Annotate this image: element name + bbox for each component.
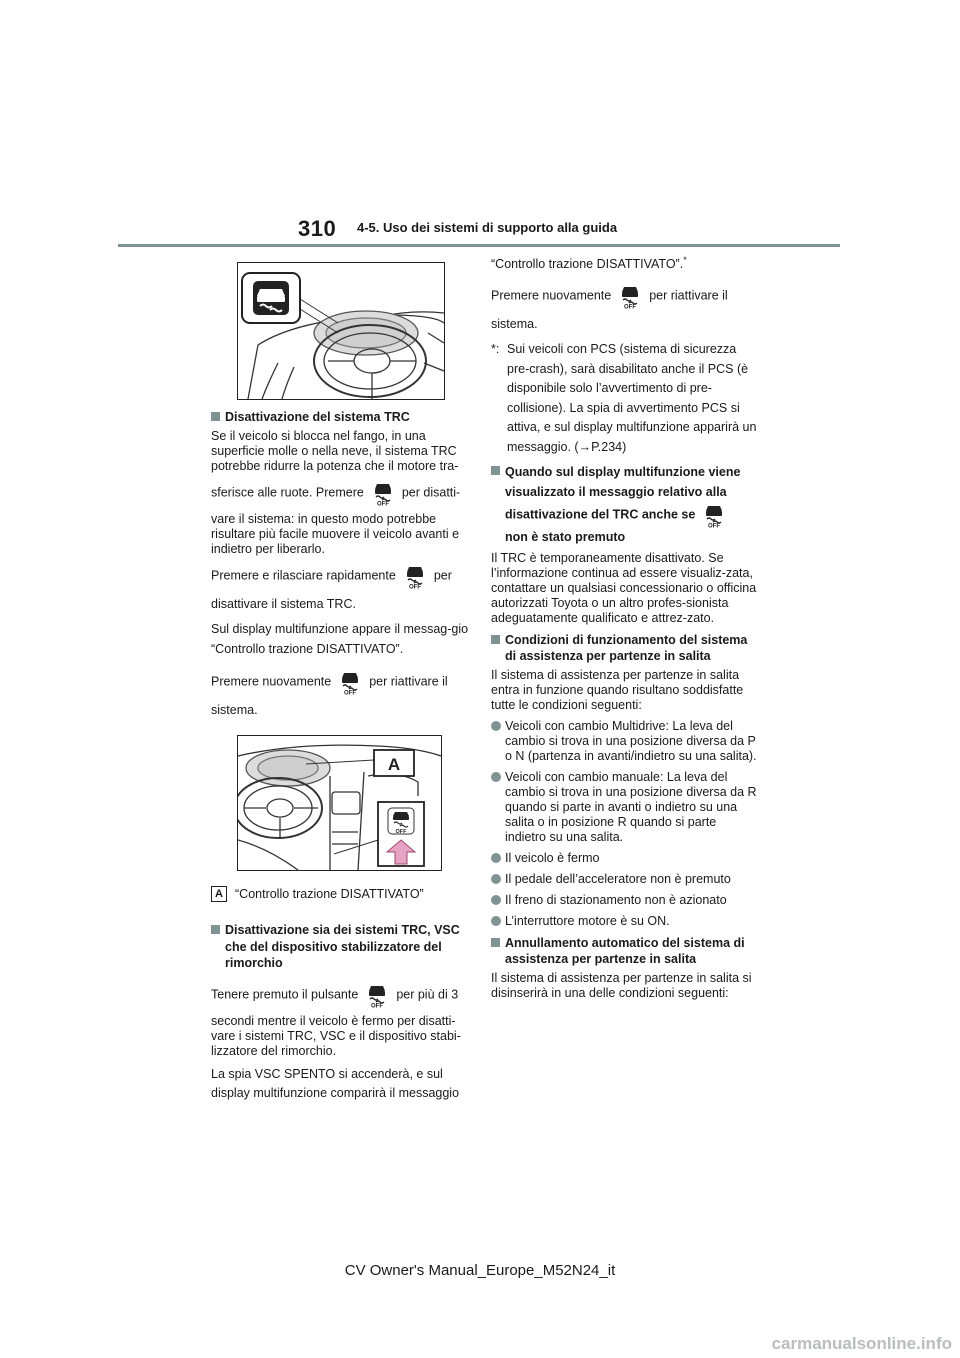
- text: Premere nuovamente: [211, 674, 332, 689]
- text: “Controllo trazione DISATTIVATO”.: [491, 257, 684, 271]
- heading-hill-start-cancel: [491, 935, 757, 968]
- bullet-dot: [491, 853, 501, 863]
- paragraph: Il sistema di assistenza per partenze in salita si disinserirà in una delle condizioni seguenti:: [491, 970, 752, 1000]
- text: per: [433, 567, 452, 582]
- paragraph: Il sistema di assistenza per partenze in salita entra in funzione quando risultano soddisfatte tutte le condizioni seguenti:: [491, 667, 744, 712]
- square-marker: [211, 925, 220, 934]
- list-item-text: Il veicolo è fermo: [505, 850, 600, 865]
- paragraph: Sul display multifunzione appare il messag-gio “Controllo trazione DISATTIVATO”.: [211, 622, 469, 656]
- heading-hill-start-conditions: [491, 632, 757, 665]
- right-column: [491, 255, 757, 1007]
- bullet-dot: [491, 721, 501, 731]
- square-marker: [211, 412, 220, 421]
- footnote-mark: *:: [491, 342, 500, 356]
- heading-text: Condizioni di funzionamento del sistema di assistenza per partenze in salita: [505, 632, 748, 663]
- paragraph: [491, 283, 757, 309]
- svg-text:OFF: OFF: [708, 523, 721, 528]
- heading-disable-trc-vsc: [211, 922, 473, 972]
- svg-text:OFF: OFF: [624, 304, 637, 309]
- svg-text:OFF: OFF: [371, 1003, 384, 1008]
- bullet-dot: [491, 772, 501, 782]
- heading-trc-message: [491, 463, 757, 548]
- footnote-text: Sui veicoli con PCS (sistema di sicurezza pre-crash), sarà disabilitato anche il PCS (è disponibile solo l’avvertimento di pre-collisione). La spia di avvertimento PCS si attiva, e sul display multifunzione apparirà un messaggio. (: [507, 342, 757, 454]
- list-item-text: L’interruttore motore è su ON.: [505, 913, 670, 928]
- page-reference: P.234): [591, 439, 627, 454]
- list-item: [491, 893, 757, 908]
- bullet-dot: [491, 895, 501, 905]
- paragraph: Se il veicolo si blocca nel fango, in una superficie molle o nella neve, il sistema TRC potrebbe ridurre la potenza che il motore tra-: [211, 428, 459, 473]
- footnote-marker: *: [683, 254, 687, 265]
- vsc-off-icon: [617, 283, 643, 309]
- list-item: [491, 914, 757, 929]
- heading-text: disattivazione del TRC anche se: [505, 507, 696, 522]
- callout-label: A: [387, 754, 401, 774]
- paragraph: La spia VSC SPENTO si accenderà, e sul display multifunzione comparirà il messaggio: [211, 1066, 460, 1100]
- dashboard-illustration: [238, 263, 444, 399]
- list-item-text: Veicoli con cambio manuale: La leva del cambio si trova in una posizione diversa da R quando si parte in avanti o indietro su una salita o in posizione R quando si parte indietro su una salita.: [505, 769, 757, 844]
- paragraph: [491, 255, 757, 275]
- footnote: [491, 340, 757, 457]
- left-column: [211, 262, 473, 1110]
- figure-caption: [211, 885, 473, 905]
- page-ref-arrow-icon: →: [578, 439, 592, 454]
- text: Premere nuovamente: [491, 287, 612, 302]
- paragraph: vare il sistema: in questo modo potrebbe risultare più facile muovere il veicolo avanti e indietro per liberarlo.: [211, 511, 460, 556]
- heading-text: Disattivazione del sistema TRC: [225, 410, 410, 424]
- footer-manual-id: CV Owner's Manual_Europe_M52N24_it: [344, 1262, 616, 1279]
- vsc-off-icon: [337, 669, 363, 695]
- heading-disable-trc: [211, 409, 473, 426]
- text: sferisce alle ruote. Premere: [211, 484, 364, 499]
- list-item-text: Veicoli con cambio Multidrive: La leva del cambio si trova in una posizione diversa da P o N (partenza in avanti/indietro su una salita).: [505, 718, 757, 763]
- watermark: carmanualsonline.info: [771, 1334, 952, 1353]
- heading-text: Disattivazione sia dei sistemi TRC, VSC che del dispositivo stabilizzatore del rimorchio: [225, 923, 460, 970]
- heading-text: Annullamento automatico del sistema di assistenza per partenze in salita: [505, 935, 745, 966]
- text: Premere e rilasciare rapidamente: [211, 567, 396, 582]
- svg-text:OFF: OFF: [408, 584, 421, 589]
- square-marker: [491, 635, 500, 644]
- page-number: 310: [298, 216, 337, 241]
- bullet-dot: [491, 874, 501, 884]
- list-item: [491, 851, 757, 866]
- heading-text: non è stato premuto: [505, 530, 626, 544]
- list-item: [491, 719, 757, 764]
- text: per disatti-: [401, 484, 461, 499]
- text: per riattivare il: [649, 287, 728, 302]
- section-title: 4-5. Uso dei sistemi di supporto alla guida: [357, 220, 618, 235]
- square-marker: [491, 938, 500, 947]
- header-rule: [118, 244, 840, 247]
- caption-text: “Controllo trazione DISATTIVATO”: [235, 886, 424, 901]
- vsc-off-icon: [402, 563, 428, 589]
- paragraph: [211, 982, 473, 1008]
- list-item: [491, 770, 757, 845]
- paragraph: [211, 563, 473, 589]
- heading-text: Quando sul display multifunzione viene visualizzato il messaggio relativo alla: [505, 465, 741, 499]
- caption-label-box: A: [211, 886, 227, 902]
- paragraph: Il TRC è temporaneamente disattivato. Se l’informazione continua ad essere visualiz-zata, contattare un qualsiasi concessionario o officina autorizzati Toyota o un altro profes-sionista adeguatamente qualificato e attrez-zato.: [491, 550, 757, 625]
- text: per più di 3: [396, 986, 459, 1001]
- figure-trc-indicator: [237, 262, 445, 400]
- paragraph: [211, 480, 473, 506]
- text: Tenere premuto il pulsante: [211, 986, 359, 1001]
- svg-text:OFF: OFF: [376, 501, 389, 506]
- cockpit-illustration: [238, 736, 441, 870]
- vsc-off-button-icon: [388, 808, 414, 835]
- paragraph: sistema.: [491, 316, 538, 331]
- text: per riattivare il: [369, 674, 448, 689]
- figure-trc-off-display: [237, 735, 442, 871]
- vsc-off-icon: [701, 502, 727, 528]
- svg-text:OFF: OFF: [344, 690, 357, 695]
- bullet-dot: [491, 916, 501, 926]
- vsc-off-icon: [364, 982, 390, 1008]
- vsc-off-icon: [370, 480, 396, 506]
- svg-text:OFF: OFF: [395, 828, 407, 835]
- paragraph: disattivare il sistema TRC.: [211, 596, 356, 611]
- list-item: [491, 872, 757, 887]
- paragraph: secondi mentre il veicolo è fermo per disatti-vare i sistemi TRC, VSC e il dispositivo stabi-lizzatore del rimorchio.: [211, 1013, 461, 1058]
- paragraph: [211, 669, 473, 695]
- skid-indicator-icon: [253, 281, 289, 315]
- square-marker: [491, 466, 500, 475]
- list-item-text: Il freno di stazionamento non è azionato: [505, 892, 727, 907]
- list-item-text: Il pedale dell’acceleratore non è premuto: [505, 871, 731, 886]
- paragraph: sistema.: [211, 703, 258, 717]
